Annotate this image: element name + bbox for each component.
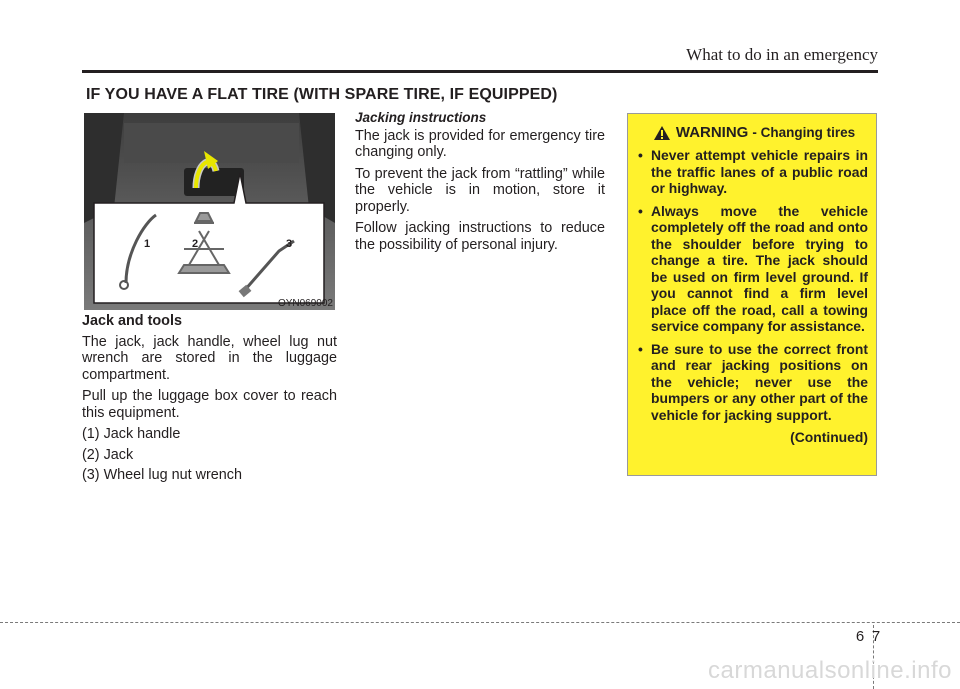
jack-tools-section: [82, 313, 337, 488]
jack-tools-heading: Jack and tools: [82, 313, 182, 329]
tool-item-3: (3) Wheel lug nut wrench: [82, 467, 242, 483]
warning-item: [638, 341, 868, 424]
jack-tools-para1: The jack, jack handle, wheel lug nut wrench are stored in the luggage compartment.: [82, 333, 337, 383]
warning-item: [638, 147, 868, 197]
continued-label: (Continued): [790, 429, 868, 445]
jacking-para1: The jack is provided for emergency tire changing only.: [355, 127, 605, 160]
footer-rule: [0, 622, 960, 623]
warning-item: [638, 203, 868, 335]
callout-1: 1: [144, 238, 151, 250]
jacking-instructions-section: [355, 110, 605, 258]
watermark: carmanualsonline.info: [708, 657, 952, 684]
section-title: IF YOU HAVE A FLAT TIRE (WITH SPARE TIRE, IF EQUIPPED): [86, 86, 558, 103]
warning-item-text: Be sure to use the correct front and rear jacking positions on the vehicle; never use the bumpers or any other part of the vehicle for jacking support.: [651, 340, 868, 423]
header-title: What to do in an emergency: [686, 45, 878, 64]
chapter-number: 6: [855, 628, 865, 645]
warning-triangle-icon: [653, 125, 671, 141]
warning-box: [627, 113, 877, 476]
bullet: •: [638, 147, 643, 163]
warning-subtitle: - Changing tires: [752, 125, 856, 140]
jacking-para2: To prevent the jack from “rattling” while the vehicle is in motion, store it properly.: [355, 165, 605, 215]
tool-item-1: (1) Jack handle: [82, 426, 181, 442]
warning-item-text: Never attempt vehicle repairs in the traffic lanes of a public road or highway.: [651, 147, 868, 196]
warning-item-text: Always move the vehicle completely off the road and onto the shoulder before trying to change a tire. The jack should be used on firm level ground. If you cannot find a firm level place off the road, call a towing service company for assistance.: [651, 202, 868, 334]
bullet: •: [638, 340, 643, 357]
callout-3: 3: [286, 238, 293, 250]
figure-code: OYN069002: [277, 298, 333, 309]
page-number-value: 7: [871, 628, 881, 645]
tool-item-2: (2) Jack: [82, 446, 134, 463]
jacking-para3: Follow jacking instructions to reduce the possibility of personal injury.: [355, 220, 605, 253]
jack-tools-figure: [84, 113, 335, 310]
jacking-heading: Jacking instructions: [355, 110, 487, 125]
jack-tools-para2: Pull up the luggage box cover to reach this equipment.: [82, 388, 337, 421]
callout-2: 2: [192, 238, 199, 250]
warning-list: [638, 147, 868, 446]
header-rule: [82, 70, 878, 73]
page-number: [852, 628, 884, 645]
bullet: •: [638, 202, 643, 219]
trunk-illustration: [84, 113, 335, 310]
warning-title: WARNING: [675, 124, 749, 141]
warning-header: [638, 124, 870, 141]
